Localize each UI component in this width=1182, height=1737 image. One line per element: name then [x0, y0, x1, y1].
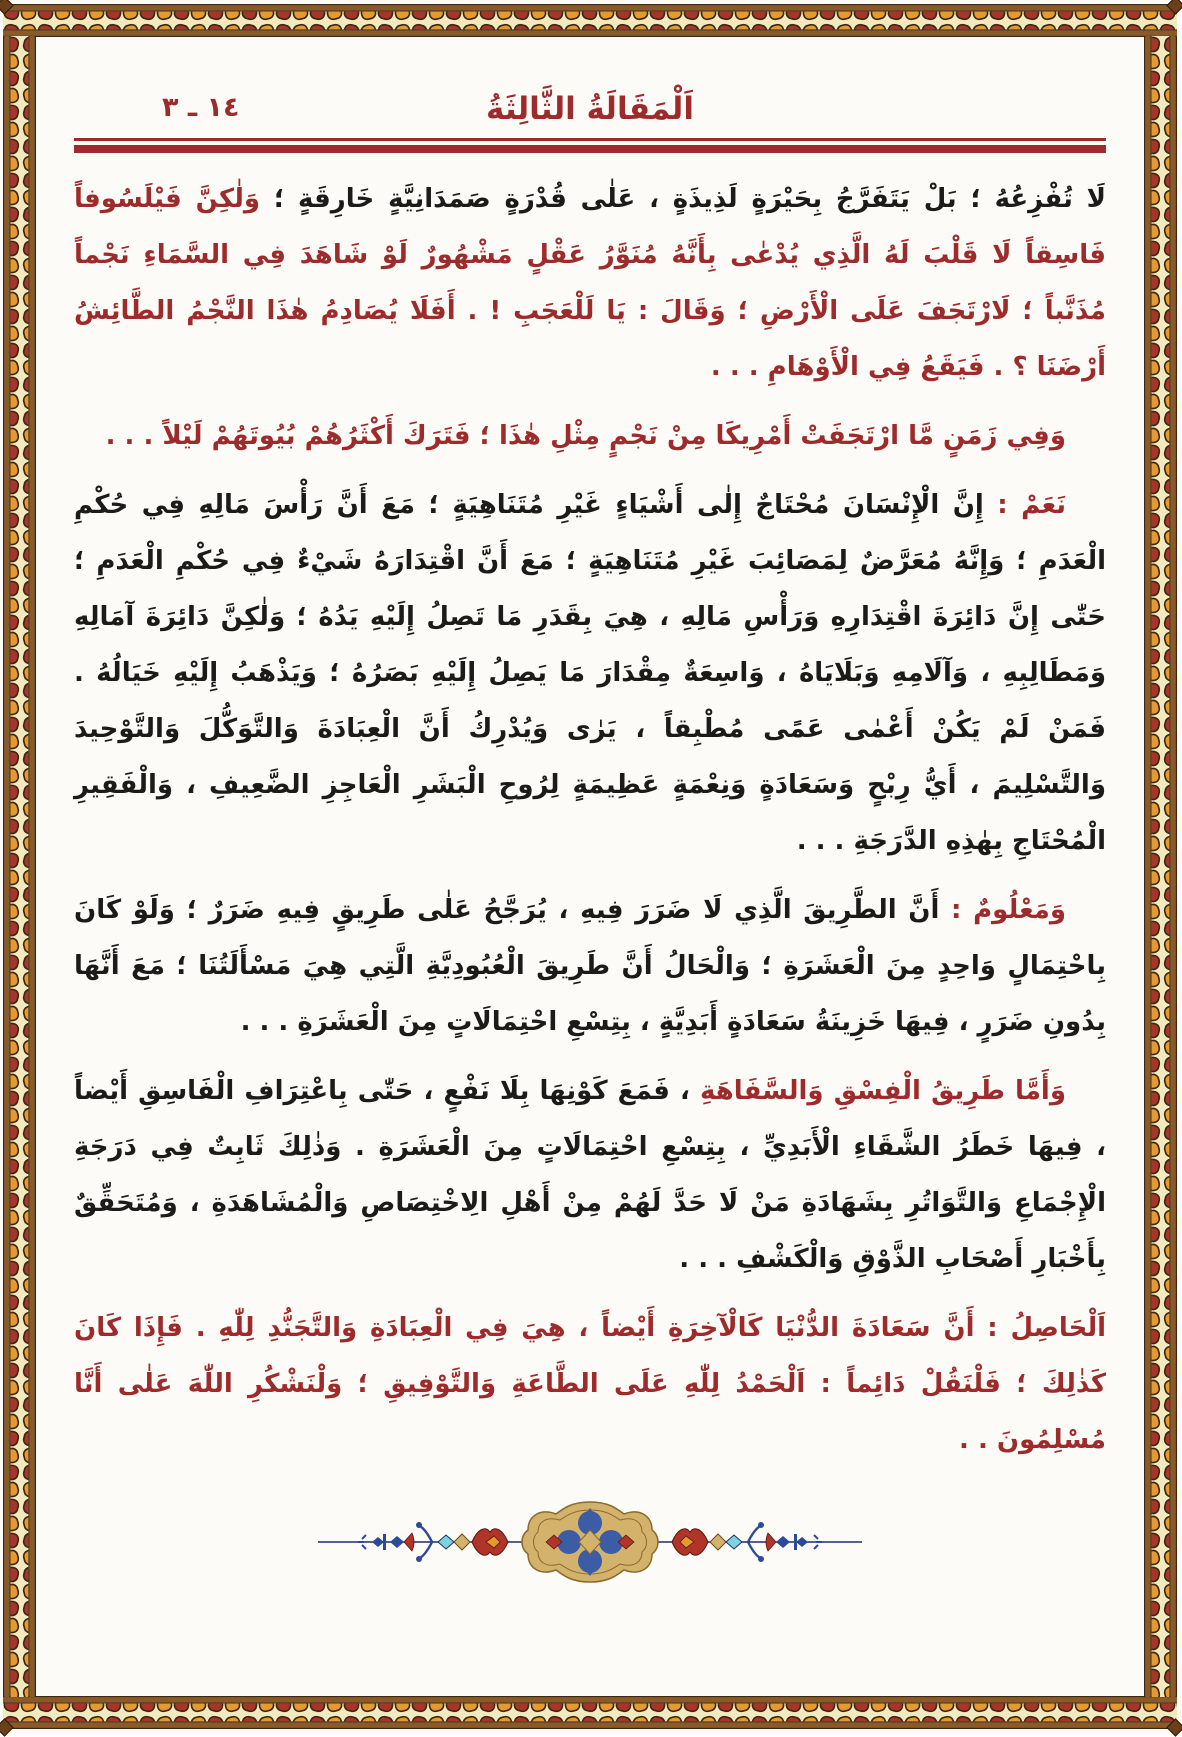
text-segment-red: وَمَعْلُومٌ : — [940, 895, 1068, 925]
paragraph — [75, 408, 1107, 464]
page-title: اَلْمَقَالَةُ الثَّالِثَةُ — [487, 91, 695, 127]
text-segment-red: وَفِي زَمَنٍ مَّا ارْتَجَفَتْ أَمْرِيكَا مِنْ نَجْمٍ مِثْلِ هٰذَا ؛ فَتَرَكَ أَكْثَرُهُمْ بُيُوتَهُمْ لَيْلاً . . . — [106, 421, 1067, 451]
border-right-ornament — [1145, 36, 1178, 1697]
paragraph — [75, 1300, 1107, 1468]
page-header — [75, 63, 1107, 129]
body-text — [75, 171, 1107, 1468]
header-rule-thick — [75, 145, 1107, 153]
border-left-ornament — [4, 36, 37, 1697]
text-segment-black: ، فَمَعَ كَوْنِهَا بِلَا نَفْعٍ ، حَتّٰى بِاعْتِرَافِ الْفَاسِقِ أَيْضاً ، فِيهَا خَطَرُ الشَّقَاءِ الْأَبَدِيِّ ، بِتِسْعِ احْتِمَالَاتٍ مِنَ الْعَشَرَةِ . وَذٰلِكَ ثَابِتٌ فِي دَرَجَةِ الْإِجْمَاعِ وَالتَّوَاتُرِ بِشَهَادَةِ مَنْ لَا حَدَّ لَهُمْ مِنْ أَهْلِ الِاخْتِصَاصِ وَالْمُشَاهَدَةِ ، وَمُتَحَقِّقٌ بِأَخْبَارِ أَصْحَابِ الذَّوْقِ وَالْكَشْفِ . . . — [75, 1076, 1107, 1274]
header-rule-thin — [75, 138, 1107, 141]
paragraph — [75, 1063, 1107, 1287]
footer-ornament — [75, 1490, 1107, 1598]
text-segment-black: إِنَّ الْإِنْسَانَ مُحْتَاجٌ إِلٰى أَشْيَاءٍ غَيْرِ مُتَنَاهِيَةٍ ؛ مَعَ أَنَّ رَأْسَ مَالِهِ فِي حُكْمِ الْعَدَمِ ؛ وَإِنَّهُ مُعَرَّضٌ لِمَصَائِبَ غَيْرِ مُتَنَاهِيَةٍ ؛ مَعَ أَنَّ اقْتِدَارَهُ شَيْءٌ فِي حُكْمِ الْعَدَمِ ؛ حَتّٰى إِنَّ دَائِرَةَ اقْتِدَارِهِ وَرَأْسِ مَالِهِ ، هِيَ بِقَدَرِ مَا تَصِلُ إِلَيْهِ يَدُهُ ؛ وَلٰكِنَّ دَائِرَةَ آمَالِهِ وَمَطَالِبِهِ ، وَآلَامِهِ وَبَلَايَاهُ ، وَاسِعَةٌ مِقْدَارَ مَا يَصِلُ إِلَيْهِ بَصَرُهُ ؛ وَيَذْهَبُ إِلَيْهِ خَيَالُهُ . فَمَنْ لَمْ يَكُنْ أَعْمٰى عَمًى مُطْبِقاً ، يَرٰى وَيُدْرِكُ أَنَّ الْعِبَادَةَ وَالتَّوَكُّلَ وَالتَّوْحِيدَ وَالتَّسْلِيمَ ، أَيُّ رِبْحٍ وَسَعَادَةٍ وَنِعْمَةٍ عَظِيمَةٍ لِرُوحِ الْبَشَرِ الْعَاجِزِ الضَّعِيفِ ، وَالْفَقِيرِ الْمُحْتَاجِ بِهٰذِهِ الدَّرَجَةِ . . . — [75, 490, 1107, 856]
text-segment-black: لَا تُفْزِعُهُ ؛ بَلْ يَتَفَرَّجُ بِحَيْرَةٍ لَذِيذَةٍ ، عَلٰى قُدْرَةٍ صَمَدَانِيَّةٍ خَارِقَةٍ ؛ — [261, 184, 1107, 214]
text-segment-red: وَلٰكِنَّ فَيْلَسُوفاً فَاسِقاً لَا قَلْبَ لَهُ الَّذِي يُدْعٰى بِأَنَّهُ مُنَوَّرُ عَقْلٍ مَشْهُورٌ لَوْ شَاهَدَ فِي السَّمَاءِ نَجْماً مُذَنَّباً ؛ لَارْتَجَفَ عَلَى الْأَرْضِ ؛ وَقَالَ : يَا لَلْعَجَبِ ! . أَفَلَا يُصَادِمُ هٰذَا النَّجْمُ الطَّائِشُ أَرْضَنَا ؟ . فَيَقَعُ فِي الْأَوْهَامِ . . . — [75, 184, 1107, 382]
text-segment-red: نَعَمْ : — [984, 490, 1068, 520]
border-top-ornament — [4, 4, 1178, 37]
border-bottom-ornament — [4, 1696, 1178, 1729]
page-number: ١٤ ـ ٣ — [163, 92, 241, 123]
paragraph — [75, 477, 1107, 869]
floral-divider-icon — [311, 1490, 871, 1594]
page-content — [37, 37, 1145, 1696]
text-segment-black: أَنَّ الطَّرِيقَ الَّذِي لَا ضَرَرَ فِيهِ ، يُرَجَّحُ عَلٰى طَرِيقٍ فِيهِ ضَرَرٌ ؛ وَلَوْ كَانَ بِاحْتِمَالٍ وَاحِدٍ مِنَ الْعَشَرَةِ ؛ وَالْحَالُ أَنَّ طَرِيقَ الْعُبُودِيَّةِ الَّتِي هِيَ مَسْأَلَتُنَا ؛ مَعَ أَنَّهَا بِدُونِ ضَرَرٍ ، فِيهَا خَزِينَةُ سَعَادَةٍ أَبَدِيَّةٍ ، بِتِسْعِ احْتِمَالَاتٍ مِنَ الْعَشَرَةِ . . . — [75, 895, 1107, 1037]
text-segment-red: اَلْحَاصِلُ : أَنَّ سَعَادَةَ الدُّنْيَا كَالْآخِرَةِ أَيْضاً ، هِيَ فِي الْعِبَادَةِ وَالتَّجَنُّدِ لِلّٰهِ . فَإِذَا كَانَ كَذٰلِكَ ؛ فَلْنَقُلْ دَائِماً : اَلْحَمْدُ لِلّٰهِ عَلَى الطَّاعَةِ وَالتَّوْفِيقِ ؛ وَلْنَشْكُرِ اللّٰهَ عَلٰى أَنَّا مُسْلِمُونَ . . — [75, 1313, 1107, 1455]
paragraph — [75, 882, 1107, 1050]
paragraph — [75, 171, 1107, 395]
text-segment-red: وَأَمَّا طَرِيقُ الْفِسْقِ وَالسَّفَاهَةِ — [701, 1076, 1067, 1106]
